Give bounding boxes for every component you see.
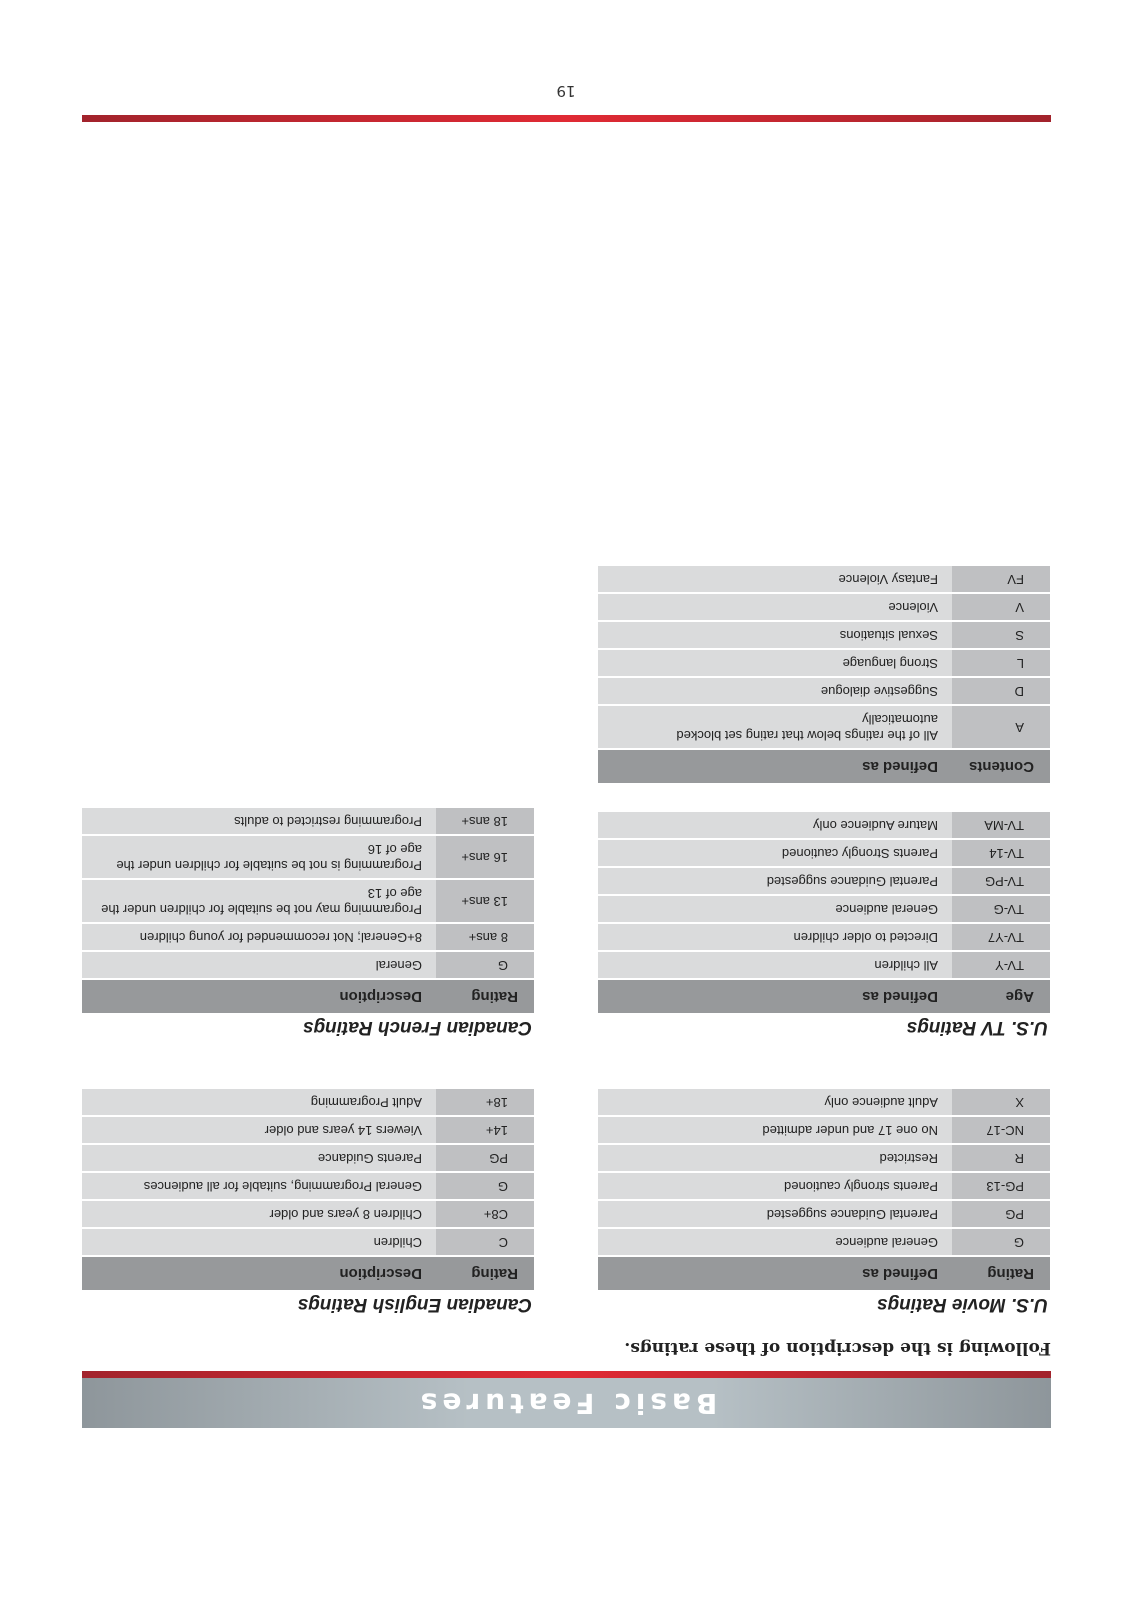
rating-code: TV-14 bbox=[952, 838, 1050, 866]
table-row bbox=[598, 894, 1050, 922]
table-row bbox=[598, 676, 1050, 704]
table-row bbox=[598, 592, 1050, 620]
content-code: L bbox=[952, 648, 1050, 676]
content-description: Strong language bbox=[598, 648, 952, 676]
rating-code: NC-17 bbox=[952, 1115, 1050, 1143]
table-row bbox=[598, 922, 1050, 950]
rating-description: Parental Guidance suggested bbox=[598, 1199, 952, 1227]
page-number: 19 bbox=[556, 82, 576, 100]
canadian-english-ratings-table bbox=[82, 1087, 534, 1290]
rating-description: Viewers 14 years and older bbox=[82, 1115, 436, 1143]
column-header: Rating bbox=[436, 1255, 534, 1290]
table-row bbox=[598, 648, 1050, 676]
rating-code: X bbox=[952, 1087, 1050, 1115]
table-row bbox=[598, 1199, 1050, 1227]
content-code: D bbox=[952, 676, 1050, 704]
table-header-row bbox=[598, 978, 1050, 1013]
table-row bbox=[598, 1227, 1050, 1255]
rating-description: General Programming, suitable for all audiences bbox=[82, 1171, 436, 1199]
rating-code: TV-Y7 bbox=[952, 922, 1050, 950]
table-row bbox=[82, 878, 534, 922]
rating-code: 18 ans+ bbox=[436, 806, 534, 834]
rating-description: Programming may not be suitable for children under the age of 13 bbox=[82, 878, 436, 922]
us-movie-ratings-table bbox=[598, 1087, 1050, 1290]
table-header-row bbox=[598, 1255, 1050, 1290]
rating-code: PG bbox=[436, 1143, 534, 1171]
banner-accent-line bbox=[82, 1371, 1051, 1378]
rating-description: General bbox=[82, 950, 436, 978]
rating-code: TV-Y bbox=[952, 950, 1050, 978]
rating-code: PG-13 bbox=[952, 1171, 1050, 1199]
rating-code: C8+ bbox=[436, 1199, 534, 1227]
rating-code: G bbox=[436, 950, 534, 978]
content-description: Suggestive dialogue bbox=[598, 676, 952, 704]
us-tv-contents-table bbox=[598, 564, 1050, 783]
rating-description: Mature Audience only bbox=[598, 810, 952, 838]
table-row bbox=[598, 1171, 1050, 1199]
section-title: Canadian English Ratings bbox=[297, 1294, 532, 1315]
canadian-english-ratings bbox=[82, 1087, 534, 1318]
rating-description: All children bbox=[598, 950, 952, 978]
us-movie-ratings bbox=[598, 1087, 1050, 1318]
table-row bbox=[598, 620, 1050, 648]
rating-code: TV-G bbox=[952, 894, 1050, 922]
rating-code: 16 ans+ bbox=[436, 834, 534, 878]
column-header: Defined as bbox=[598, 748, 952, 783]
intro-text: Following is the description of these ratings. bbox=[624, 1338, 1051, 1358]
rating-description: Parental Guidance suggested bbox=[598, 866, 952, 894]
rating-code: 13 ans+ bbox=[436, 878, 534, 922]
rating-description: General audience bbox=[598, 894, 952, 922]
table-row bbox=[82, 922, 534, 950]
column-header: Defined as bbox=[598, 1255, 952, 1290]
rating-code: G bbox=[436, 1171, 534, 1199]
rating-code: TV-MA bbox=[952, 810, 1050, 838]
section-banner bbox=[82, 1378, 1051, 1428]
table-header-row bbox=[598, 748, 1050, 783]
table-row bbox=[598, 866, 1050, 894]
table-row bbox=[82, 950, 534, 978]
rating-code: 14+ bbox=[436, 1115, 534, 1143]
content-description: Sexual situations bbox=[598, 620, 952, 648]
column-header: Description bbox=[82, 978, 436, 1013]
rating-code: TV-PG bbox=[952, 866, 1050, 894]
us-tv-ratings-table bbox=[598, 810, 1050, 1013]
rating-description: Programming is not be suitable for children under the age of 16 bbox=[82, 834, 436, 878]
table-row bbox=[598, 1143, 1050, 1171]
rating-code: R bbox=[952, 1143, 1050, 1171]
rating-description: General audience bbox=[598, 1227, 952, 1255]
table-row bbox=[82, 1199, 534, 1227]
column-header: Age bbox=[952, 978, 1050, 1013]
table-row bbox=[598, 950, 1050, 978]
table-row bbox=[598, 810, 1050, 838]
column-header: Defined as bbox=[598, 978, 952, 1013]
section-title: Canadian French Ratings bbox=[302, 1017, 532, 1038]
content-code: V bbox=[952, 592, 1050, 620]
banner-title: Basic Features bbox=[415, 1387, 718, 1420]
table-row bbox=[82, 806, 534, 834]
content-description: Violence bbox=[598, 592, 952, 620]
content-description: Fantasy Violence bbox=[598, 564, 952, 592]
table-header-row bbox=[82, 1255, 534, 1290]
table-row bbox=[82, 1227, 534, 1255]
table-row bbox=[82, 1143, 534, 1171]
column-header: Rating bbox=[952, 1255, 1050, 1290]
table-row bbox=[82, 1115, 534, 1143]
footer-accent-line bbox=[82, 115, 1051, 122]
rating-description: Programming restricted to adults bbox=[82, 806, 436, 834]
canadian-french-ratings-table bbox=[82, 806, 534, 1013]
rating-description: Adult audience only bbox=[598, 1087, 952, 1115]
column-header: Description bbox=[82, 1255, 436, 1290]
table-row bbox=[598, 838, 1050, 866]
table-row bbox=[82, 1087, 534, 1115]
rating-code: 18+ bbox=[436, 1087, 534, 1115]
table-row bbox=[598, 564, 1050, 592]
table-row bbox=[598, 1087, 1050, 1115]
table-row bbox=[82, 1171, 534, 1199]
rating-description: Parents Strongly cautioned bbox=[598, 838, 952, 866]
us-tv-contents bbox=[598, 564, 1050, 783]
rating-description: Parents Guidance bbox=[82, 1143, 436, 1171]
table-row bbox=[598, 704, 1050, 748]
rating-code: G bbox=[952, 1227, 1050, 1255]
rating-description: Adult Programming bbox=[82, 1087, 436, 1115]
rating-description: Children bbox=[82, 1227, 436, 1255]
content-description: All of the ratings below that rating set blocked automatically bbox=[598, 704, 952, 748]
table-row bbox=[598, 1115, 1050, 1143]
table-row bbox=[82, 834, 534, 878]
table-header-row bbox=[82, 978, 534, 1013]
content-code: A bbox=[952, 704, 1050, 748]
section-title: U.S. Movie Ratings bbox=[876, 1294, 1048, 1315]
rating-description: Directed to older children bbox=[598, 922, 952, 950]
rating-description: Children 8 years and older bbox=[82, 1199, 436, 1227]
section-title: U.S. TV Ratings bbox=[906, 1017, 1048, 1038]
rating-code: 8 ans+ bbox=[436, 922, 534, 950]
column-header: Rating bbox=[436, 978, 534, 1013]
rating-code: C bbox=[436, 1227, 534, 1255]
canadian-french-ratings bbox=[82, 806, 534, 1041]
rating-description: Parents strongly cautioned bbox=[598, 1171, 952, 1199]
rating-description: No one 17 and under admitted bbox=[598, 1115, 952, 1143]
rating-code: PG bbox=[952, 1199, 1050, 1227]
us-tv-ratings bbox=[598, 810, 1050, 1041]
rating-description: Restricted bbox=[598, 1143, 952, 1171]
content-code: S bbox=[952, 620, 1050, 648]
content-code: FV bbox=[952, 564, 1050, 592]
column-header: Contents bbox=[952, 748, 1050, 783]
rating-description: 8+General; Not recommended for young children bbox=[82, 922, 436, 950]
